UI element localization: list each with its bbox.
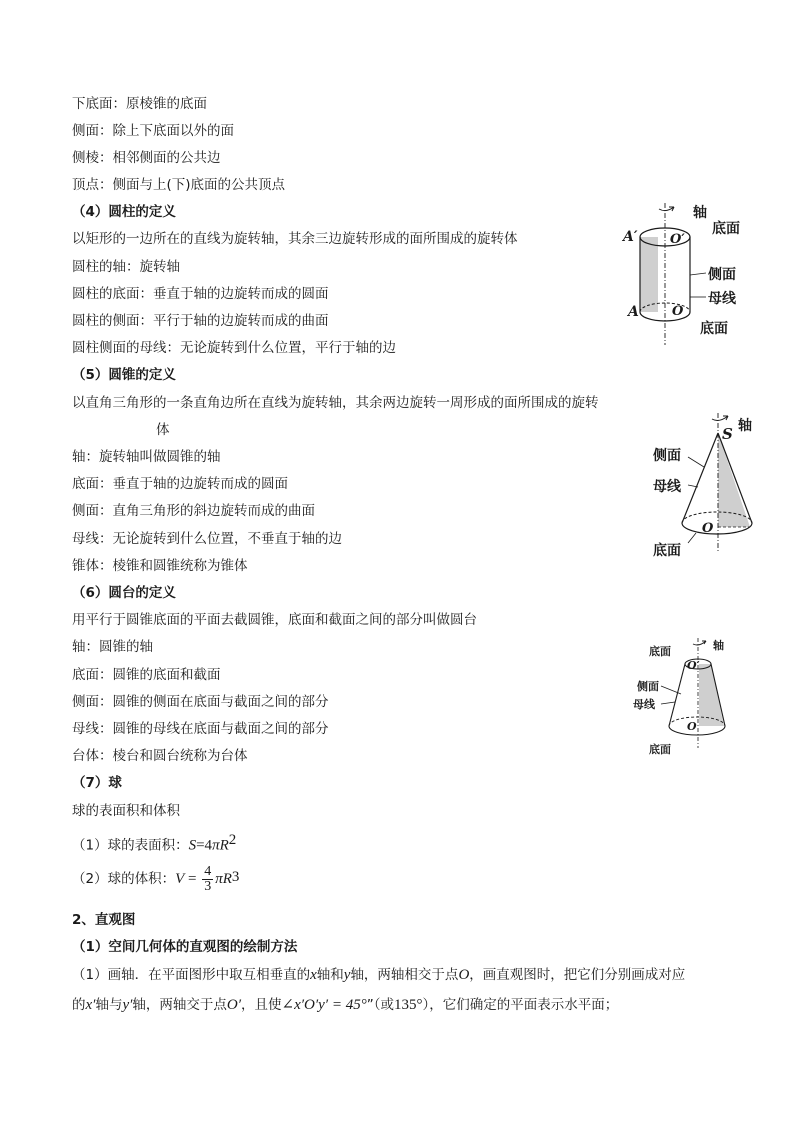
text-line-4: 顶点：侧面与上(下)底面的公共顶点 — [72, 177, 286, 193]
cylinder-shaded-side — [640, 237, 658, 312]
leader-line — [661, 702, 675, 704]
text-line-18: 锥体：棱锥和圆锥统称为锥体 — [72, 558, 248, 574]
fraction — [202, 865, 213, 894]
math-o: O — [458, 967, 470, 983]
paragraph-line-2 — [72, 996, 618, 1014]
frustum-shaded-side — [699, 664, 724, 726]
label-bottom: 底面 — [649, 743, 671, 756]
heading-frustum: （6）圆台的定义 — [72, 585, 176, 601]
label-side: 侧面 — [653, 448, 681, 464]
text-span: （1）画轴．在平面图形中取互相垂直的 — [72, 967, 311, 983]
formula-pi: π — [212, 837, 220, 854]
text-line-21: 轴：圆锥的轴 — [72, 639, 153, 655]
text-line-1: 下底面：原棱锥的底面 — [72, 96, 207, 112]
fraction-numerator: 4 — [204, 863, 212, 879]
text-line-9: 圆柱的侧面：平行于轴的边旋转而成的曲面 — [72, 313, 329, 329]
label-side: 侧面 — [637, 680, 659, 693]
math-y: y — [343, 967, 351, 983]
label-top: 底面 — [712, 221, 740, 237]
text-line-10: 圆柱侧面的母线：无论旋转到什么位置，平行于轴的边 — [72, 340, 396, 356]
text-span: 轴，两轴交于点 — [132, 997, 227, 1013]
math-o-prime: O′ — [226, 997, 242, 1013]
text-line-22: 底面：圆锥的底面和截面 — [72, 667, 221, 683]
text-span: 轴，两轴相交于点 — [350, 967, 459, 983]
leader-line — [690, 273, 706, 275]
math-y-prime: y′ — [122, 997, 133, 1013]
label-side: 侧面 — [708, 267, 736, 283]
cylinder-rotation-arrow — [659, 207, 674, 211]
text-line-8: 圆柱的底面：垂直于轴的边旋转而成的圆面 — [72, 286, 329, 302]
math-x-prime: x′ — [85, 997, 96, 1013]
text-span: ，画直观图时，把它们分别画成对应 — [469, 967, 686, 983]
formula-r: R — [219, 837, 229, 854]
math-angle: ∠x′O′y′ = 45° — [281, 997, 367, 1013]
text-span: 轴和 — [316, 967, 344, 983]
math-angle-135: 135° — [393, 997, 423, 1013]
label-generatrix: 母线 — [708, 291, 736, 307]
heading-cylinder: （4）圆柱的定义 — [72, 204, 176, 220]
text-line-24: 母线：圆锥的母线在底面与截面之间的部分 — [72, 721, 329, 737]
heading-sphere: （7）球 — [72, 775, 122, 791]
label-a: A — [628, 304, 639, 320]
label-generatrix: 母线 — [653, 479, 681, 495]
formula-r: R — [222, 871, 232, 887]
frustum-left-edge — [669, 664, 685, 726]
leader-line — [688, 533, 696, 543]
text-line-2: 侧面：除上下底面以外的面 — [72, 123, 234, 139]
text-line-3: 侧棱：相邻侧面的公共边 — [72, 150, 221, 166]
text-span: 的 — [72, 997, 86, 1013]
formula-label: （2）球的体积： — [72, 871, 176, 887]
text-line-17: 母线：无论旋转到什么位置，不垂直于轴的边 — [72, 531, 342, 547]
label-axis: 轴 — [738, 418, 752, 434]
text-span: 轴与 — [95, 997, 123, 1013]
text-line-14: 轴：旋转轴叫做圆锥的轴 — [72, 449, 221, 465]
label-o-prime: O′ — [687, 659, 700, 672]
text-span: ，且使 — [241, 997, 282, 1013]
fraction-denominator: 3 — [204, 878, 212, 894]
formula-label: （1）球的表面积： — [72, 837, 189, 854]
frustum-figure — [625, 630, 765, 765]
formula-pi: π — [215, 871, 223, 887]
label-apex-s: S — [722, 425, 733, 443]
text-span: ”（或 — [366, 997, 394, 1013]
heading-cone: （5）圆锥的定义 — [72, 367, 176, 383]
label-top: 底面 — [649, 645, 671, 658]
section-subtitle: （1）空间几何体的直观图的绘制方法 — [72, 939, 298, 955]
formula-equals: = — [184, 871, 201, 887]
text-line-20: 用平行于圆锥底面的平面去截圆锥，底面和截面之间的部分叫做圆台 — [72, 612, 477, 628]
text-line-15: 底面：垂直于轴的边旋转而成的圆面 — [72, 476, 288, 492]
cone-left-edge — [682, 433, 718, 523]
formula-surface-area — [72, 831, 236, 855]
paragraph-line-1 — [72, 966, 685, 984]
label-o: O — [672, 304, 684, 319]
label-o-prime: O′ — [670, 232, 685, 247]
text-line-7: 圆柱的轴：旋转轴 — [72, 259, 180, 275]
math-x: x — [310, 967, 317, 983]
label-generatrix: 母线 — [633, 698, 655, 711]
section-title: 2、直观图 — [72, 912, 136, 928]
label-o: O — [687, 720, 697, 733]
label-bottom: 底面 — [653, 543, 681, 559]
text-line-23: 侧面：圆锥的侧面在底面与截面之间的部分 — [72, 694, 329, 710]
frustum-base-front — [669, 726, 725, 735]
text-line-25: 台体：棱台和圆台统称为台体 — [72, 748, 248, 764]
formula-volume — [72, 862, 239, 896]
formula-equals: =4 — [196, 837, 213, 854]
text-line-27: 球的表面积和体积 — [72, 803, 180, 819]
formula-symbol-v: V — [175, 871, 185, 887]
text-line-12: 以直角三角形的一条直角边所在直线为旋转轴，其余两边旋转一周形成的面所围成的旋转 — [72, 395, 599, 411]
cylinder-figure — [620, 195, 760, 355]
leader-line — [688, 457, 704, 467]
text-line-6: 以矩形的一边所在的直线为旋转轴，其余三边旋转形成的面所围成的旋转体 — [72, 231, 518, 247]
formula-exponent: 2 — [228, 832, 237, 848]
formula-symbol-s: S — [188, 837, 197, 854]
label-a-prime: A′ — [623, 229, 638, 245]
text-span: ），它们确定的平面表示水平面； — [422, 997, 619, 1013]
text-line-16: 侧面：直角三角形的斜边旋转而成的曲面 — [72, 503, 315, 519]
frustum-rotation-arrow — [693, 641, 706, 645]
formula-exponent: 3 — [231, 869, 240, 885]
text-line-13: 体 — [156, 422, 170, 438]
label-axis: 轴 — [693, 205, 707, 221]
label-bottom: 底面 — [700, 321, 728, 337]
label-o: O — [702, 521, 714, 536]
label-axis: 轴 — [713, 639, 724, 652]
cone-figure — [640, 405, 790, 565]
